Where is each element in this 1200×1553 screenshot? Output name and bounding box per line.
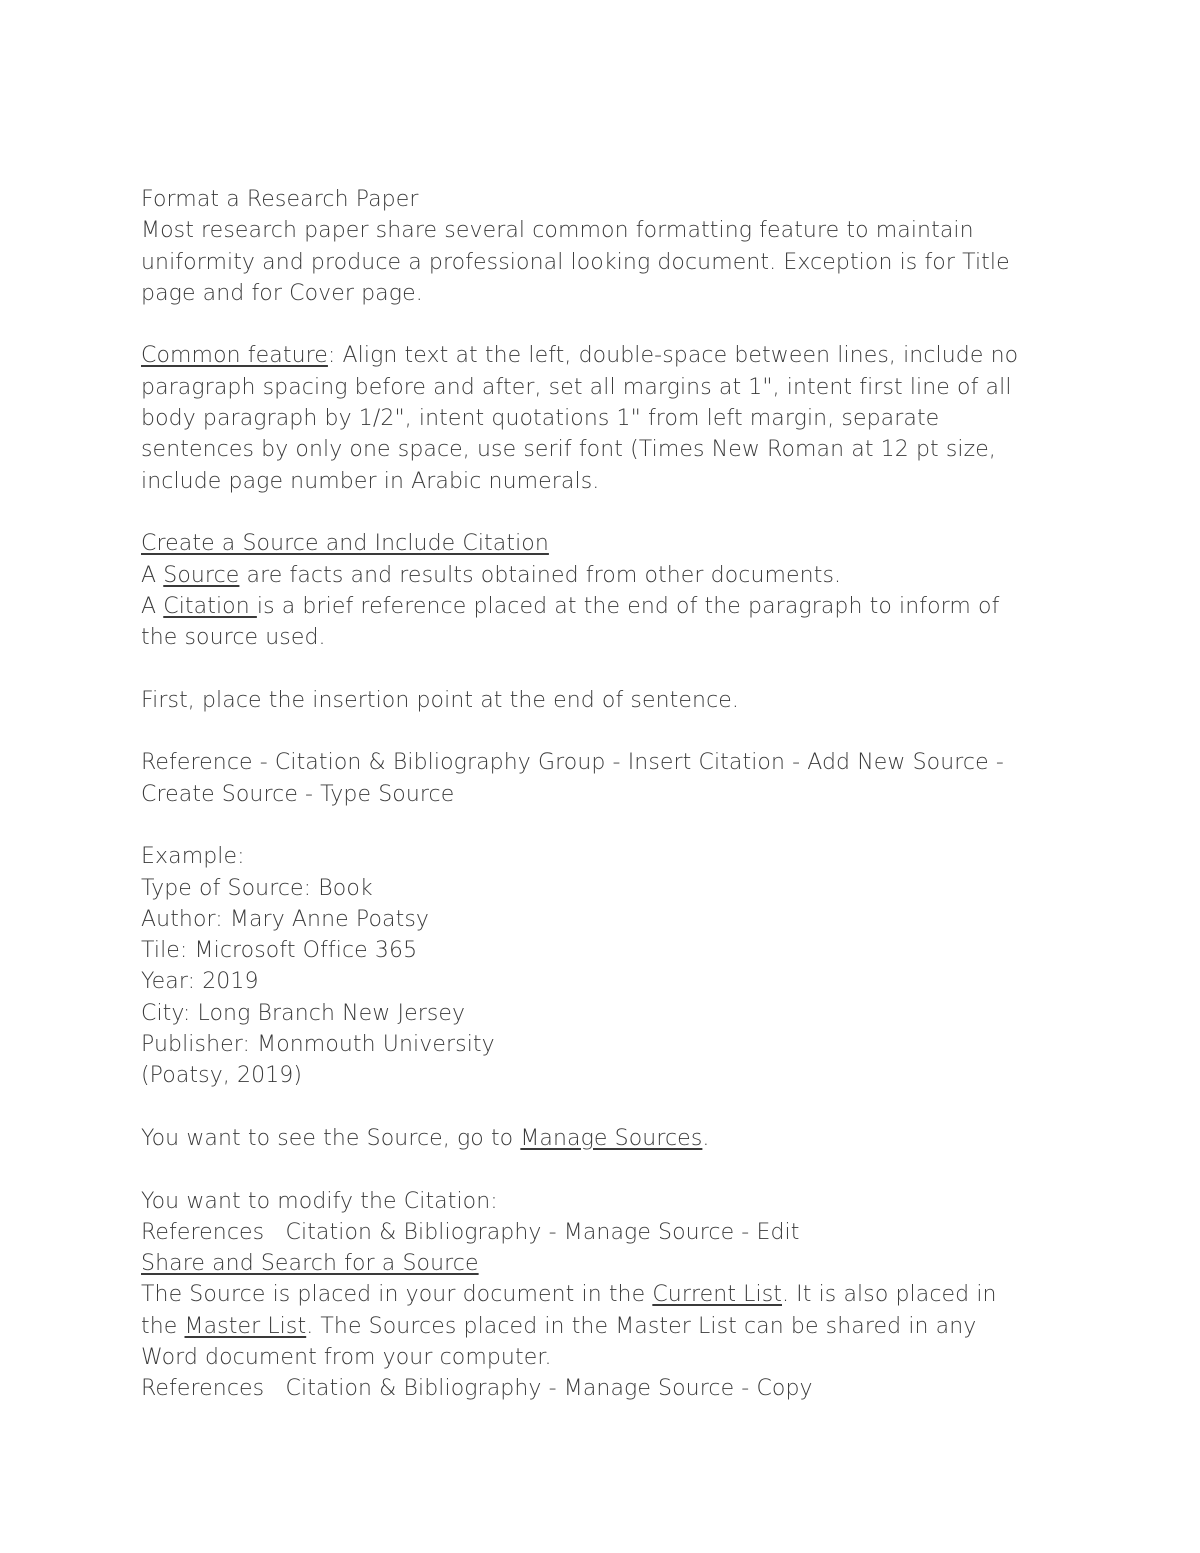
menu-path: Create Source - Type Source [141, 781, 455, 807]
citation-definition-cont: the source used. [141, 625, 326, 651]
first-step: First, place the insertion point at the end of sentence. [141, 687, 739, 713]
share-line [141, 1279, 1061, 1310]
example-heading: Example: [141, 844, 245, 870]
modify-line: You want to modify the Citation: [141, 1188, 498, 1214]
modify-path: References Citation & Bibliography - Manage Source - Edit [141, 1219, 800, 1245]
citation-post: is a brief reference placed at the end of the paragraph to inform of [256, 593, 1000, 619]
example-line: Tile: Microsoft Office 365 [141, 938, 418, 964]
source-term: Source [163, 562, 240, 588]
source-post: are facts and results obtained from other documents. [239, 562, 842, 588]
citation-term: Citation [163, 593, 257, 619]
paragraph-gap [141, 497, 1061, 528]
citation-pre: A [141, 593, 164, 619]
common-feature-line: sentences by only one space, use serif font (Times New Roman at 12 pt size, [141, 437, 996, 463]
paragraph-gap [141, 1092, 1061, 1123]
share-section-heading: Share and Search for a Source [141, 1251, 479, 1277]
intro-line: Most research paper share several common formatting feature to maintain [141, 218, 974, 244]
source-section-heading: Create a Source and Include Citation [141, 531, 549, 557]
share-pre: the [141, 1313, 185, 1339]
copy-path: References Citation & Bibliography - Manage Source - Copy [141, 1376, 813, 1402]
common-feature-line: body paragraph by 1/2", intent quotations 1" from left margin, separate [141, 406, 940, 432]
document-title: Format a Research Paper [141, 187, 419, 212]
common-feature-text: : Align text at the left, double-space between lines, include no [327, 343, 1019, 369]
citation-definition [141, 591, 1061, 622]
manage-sources-term: Manage Sources [520, 1125, 703, 1151]
example-line: Type of Source: Book [141, 875, 373, 901]
example-line: Publisher: Monmouth University [141, 1032, 495, 1058]
source-definition [141, 560, 1061, 591]
intro-line: uniformity and produce a professional looking document. Exception is for Title [141, 249, 1010, 275]
current-list-term: Current List [652, 1282, 782, 1308]
share-post: . The Sources placed in the Master List can be shared in any [306, 1313, 977, 1339]
intro-line: page and for Cover page. [141, 280, 423, 306]
document-body [141, 184, 1061, 1405]
menu-path: Reference - Citation & Bibliography Group - Insert Citation - Add New Source - [141, 750, 1004, 776]
common-feature-label: Common feature [141, 343, 328, 369]
share-line: Word document from your computer. [141, 1344, 552, 1370]
share-line [141, 1311, 1061, 1342]
see-source-post: . [702, 1125, 710, 1151]
example-line: Year: 2019 [141, 969, 259, 995]
common-feature-line: include page number in Arabic numerals. [141, 468, 600, 494]
paragraph-gap [141, 309, 1061, 340]
paragraph-gap [141, 716, 1061, 747]
example-line: City: Long Branch New Jersey [141, 1000, 466, 1026]
common-feature-line: paragraph spacing before and after, set all margins at 1", intent first line of all [141, 374, 1012, 400]
source-pre: A [141, 562, 164, 588]
example-line: Author: Mary Anne Poatsy [141, 906, 430, 932]
example-citation: (Poatsy, 2019) [141, 1063, 303, 1089]
share-pre: The Source is placed in your document in the [141, 1282, 653, 1308]
paragraph-gap [141, 810, 1061, 841]
paragraph-gap [141, 1154, 1061, 1185]
master-list-term: Master List [184, 1313, 307, 1339]
paragraph-gap [141, 653, 1061, 684]
see-source-pre: You want to see the Source, go to [141, 1125, 521, 1151]
common-feature-line [141, 340, 1061, 371]
see-source-line [141, 1123, 1061, 1154]
share-post: . It is also placed in [782, 1282, 997, 1308]
